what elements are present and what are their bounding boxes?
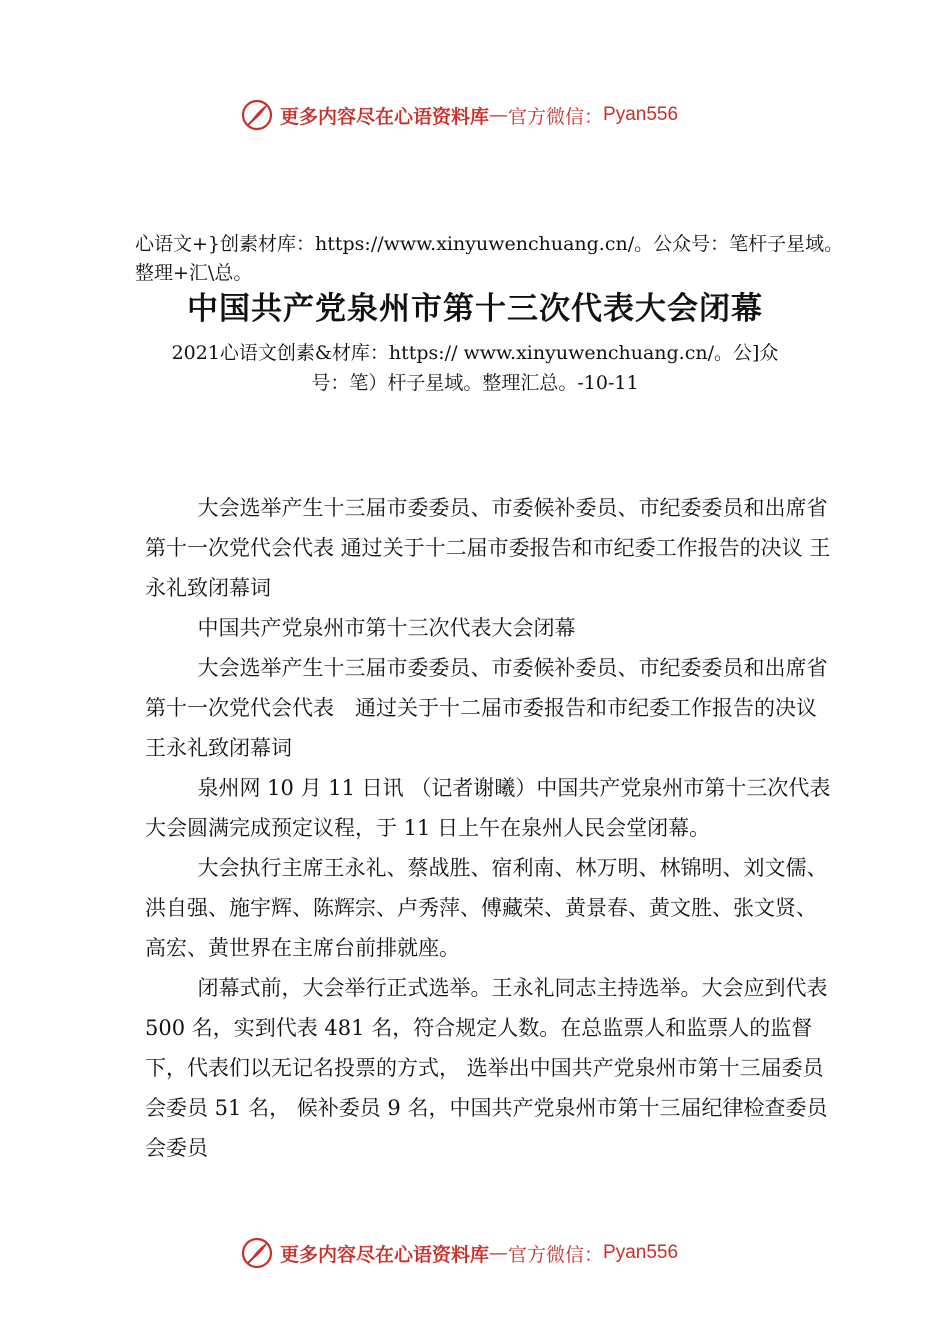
article-body — [145, 488, 835, 1168]
bottom-banner — [240, 1236, 678, 1270]
paragraph: 大会选举产生十三届市委委员、市委候补委员、市纪委委员和出席省第十一次党代会代表 通过关于十二届市委报告和市纪委工作报告的决议 王永礼致闭幕词 — [145, 656, 828, 760]
paragraph: 闭幕式前，大会举行正式选举。王永礼同志主持选举。大会应到代表 500 名，实到代表 481 名，符合规定人数。在总监票人和监票人的监督下，代表们以无记名投票的方式， 选举出中国共产党泉州市第十三届委员会委员 51 名， 候补委员 9 名，中国共产党泉州市第十三届纪律检查委员会委员 — [145, 976, 828, 1160]
banner-wechat-label: 官方微信： — [508, 1243, 604, 1266]
banner-main-text: 更多内容尽在心语资料库 — [280, 1243, 490, 1266]
banner-wechat-label: 官方微信： — [508, 105, 604, 128]
paragraph: 大会执行主席王永礼、蔡战胜、宿利南、林万明、林锦明、刘文儒、洪自强、施宇辉、陈辉宗、卢秀萍、傅藏荣、黄景春、黄文胜、张文贤、高宏、黄世界在主席台前排就座。 — [145, 856, 828, 960]
banner-main-text: 更多内容尽在心语资料库 — [280, 105, 490, 128]
document-subtitle: 2021心语文创素&材库：https:// www.xinyuwenchuang.cn/。公]众号：笔）杆子星域。整理汇总。-10-11 — [171, 342, 779, 394]
paragraph: 中国共产党泉州市第十三次代表大会闭幕 — [197, 616, 576, 640]
banner-separator: — — [489, 104, 509, 126]
banner-separator: — — [489, 1242, 509, 1264]
feather-pen-logo-icon — [240, 1236, 274, 1270]
banner-wechat-id: Pyan556 — [603, 1242, 679, 1263]
header-note: 心语文+}创素材库：https://www.xinyuwenchuang.cn/。公众号：笔杆子星域。整理+汇\总。 — [135, 233, 844, 284]
feather-pen-logo-icon — [240, 98, 274, 132]
banner-wechat-id: Pyan556 — [603, 104, 679, 125]
paragraph: 大会选举产生十三届市委委员、市委候补委员、市纪委委员和出席省第十一次党代会代表 通过关于十二届市委报告和市纪委工作报告的决议 王永礼致闭幕词 — [145, 496, 831, 600]
paragraph: 泉州网 10 月 11 日讯 （记者谢曦）中国共产党泉州市第十三次代表大会圆满完成预定议程，于 11 日上午在泉州人民会堂闭幕。 — [145, 776, 831, 840]
top-banner — [240, 98, 678, 132]
document-title: 中国共产党泉州市第十三次代表大会闭幕 — [187, 291, 763, 327]
